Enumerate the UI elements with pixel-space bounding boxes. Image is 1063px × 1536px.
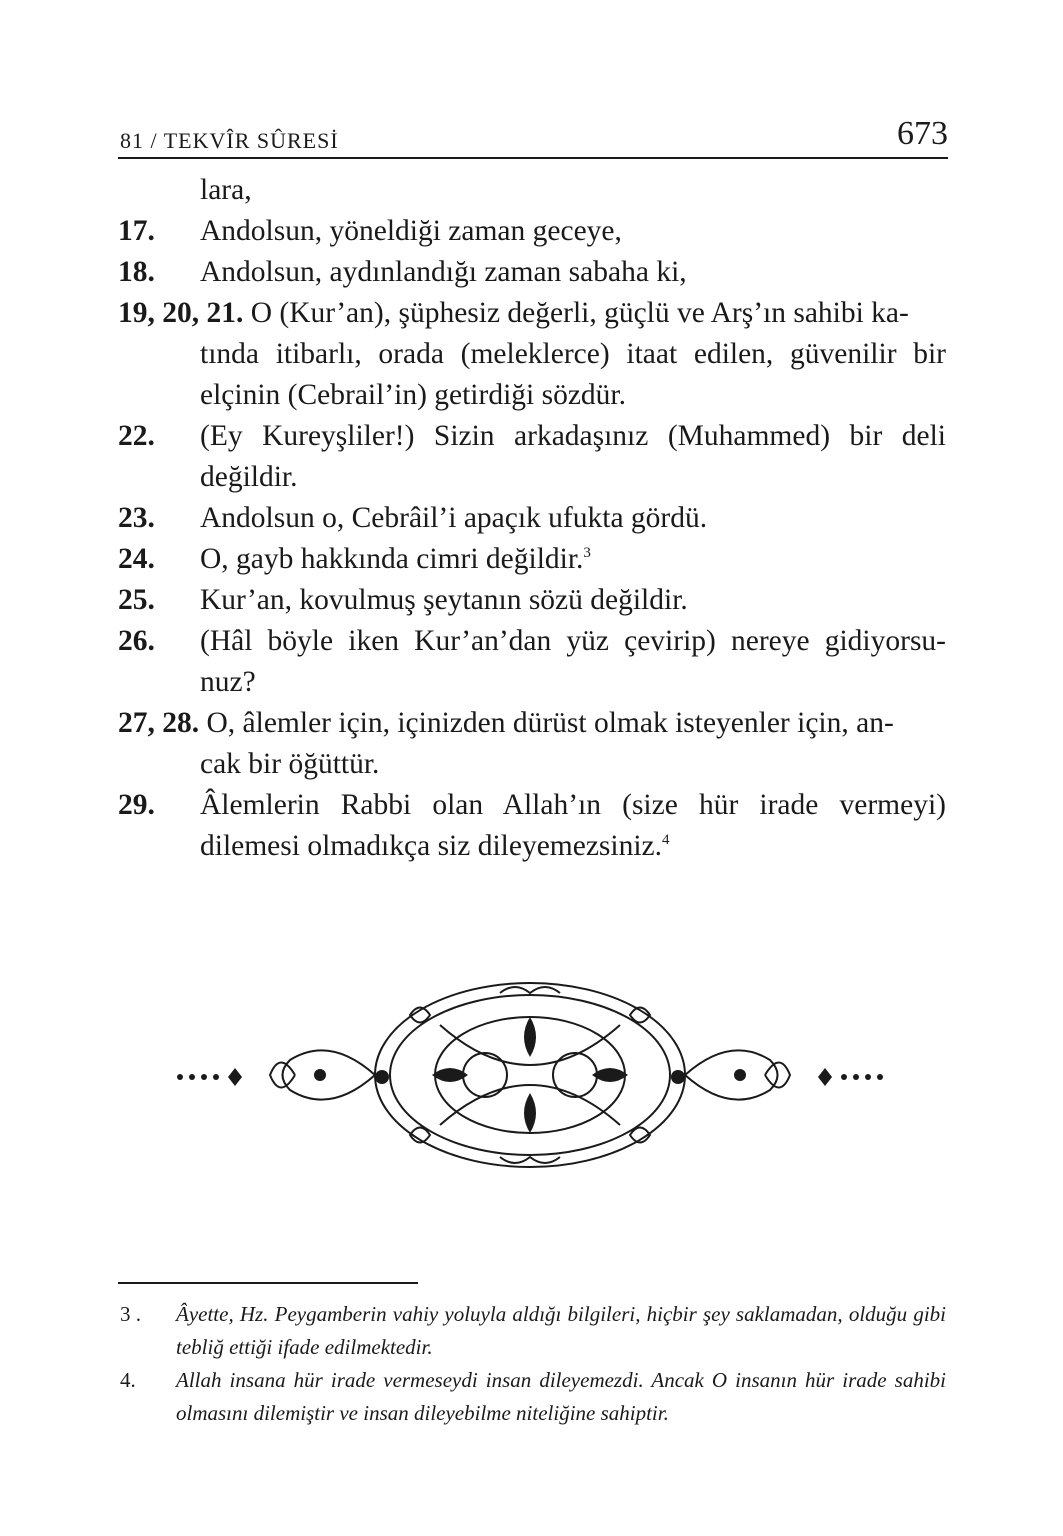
verse-16-continuation <box>118 170 946 211</box>
verse-number: 25. <box>118 584 155 616</box>
verse-text: Andolsun, aydınlandığı zaman sabaha ki, <box>200 256 687 288</box>
verse-27-28 <box>118 703 946 785</box>
verse-number: 26. <box>118 625 155 657</box>
verse-18 <box>118 252 946 293</box>
page-number: 673 <box>897 115 948 152</box>
verse-number: 17. <box>118 215 155 247</box>
page-header <box>118 112 948 159</box>
verse-text: Andolsun, yöneldiği zaman geceye, <box>200 215 622 247</box>
footnote-text: Âyette, Hz. Peygamberin vahiy yoluyla aldığı bilgileri, hiçbir şey saklamadan, olduğu gibi tebliğ ettiği ifade edilmektedir. <box>176 1302 946 1359</box>
verse-text-first-line: O (Kur’an), şüphesiz değerli, güçlü ve Arş’ın sahibi ka- <box>250 297 909 329</box>
verse-number: 22. <box>118 420 155 452</box>
verse-number: 29. <box>118 789 155 821</box>
verse-23 <box>118 498 946 539</box>
verse-text: Âlemlerin Rabbi olan Allah’ın (size hür irade vermeyi) dilemesi olmadıkça siz dileyemezsiniz. <box>200 789 946 862</box>
verse-text-wrap <box>118 539 946 580</box>
footnote-text: Allah insana hür irade vermeseydi insan dileyemezdi. Ancak O insanın hür irade sahibi olmasını dilemiştir ve insan dileyebilme niteliğine sahiptir. <box>176 1368 946 1425</box>
verse-number: 19, 20, 21. <box>118 297 244 329</box>
footnote-marker: 3 <box>583 545 591 562</box>
footnote-separator <box>118 1282 418 1284</box>
footnote-4 <box>118 1364 946 1430</box>
footnote-3 <box>118 1298 946 1364</box>
verse-text: lara, <box>200 174 252 206</box>
verse-24 <box>118 539 946 580</box>
footnote-list <box>118 1298 946 1430</box>
verse-19-21 <box>118 293 946 416</box>
footnote-marker: 4 <box>662 832 670 849</box>
floral-ornament-divider-icon <box>170 965 890 1180</box>
footnote-number: 3 . <box>120 1302 141 1326</box>
verse-text-first-line: O, âlemler için, içinizden dürüst olmak isteyenler için, an- <box>206 707 894 739</box>
verse-text-wrap <box>118 785 946 867</box>
verse-number: 24. <box>118 543 155 575</box>
verse-25 <box>118 580 946 621</box>
verse-17 <box>118 211 946 252</box>
verse-26 <box>118 621 946 703</box>
verse-22 <box>118 416 946 498</box>
verse-text: O, gayb hakkında cimri değildir. <box>200 543 584 575</box>
verse-number: 27, 28. <box>118 707 200 739</box>
verse-text: (Hâl böyle iken Kur’an’dan yüz çevirip) nereye gidiyorsu-nuz? <box>200 625 946 698</box>
verse-29 <box>118 785 946 867</box>
verse-text: Kur’an, kovulmuş şeytanın sözü değildir. <box>200 584 688 616</box>
running-head: 81 / TEKVÎR SÛRESİ <box>120 128 339 153</box>
verse-text: Andolsun o, Cebrâil’i apaçık ufukta gördü. <box>200 502 708 534</box>
verse-text-continuation: tında itibarlı, orada (meleklerce) itaat edilen, güvenilir bir elçinin (Cebrail’in) getirdiği sözdür. <box>200 338 946 411</box>
verse-list <box>118 170 946 867</box>
verse-text: (Ey Kureyşliler!) Sizin arkadaşınız (Muhammed) bir deli değildir. <box>200 420 946 493</box>
verse-number: 23. <box>118 502 155 534</box>
verse-text-continuation: cak bir öğüttür. <box>200 748 380 780</box>
footnote-number: 4. <box>120 1368 136 1392</box>
verse-number: 18. <box>118 256 155 288</box>
